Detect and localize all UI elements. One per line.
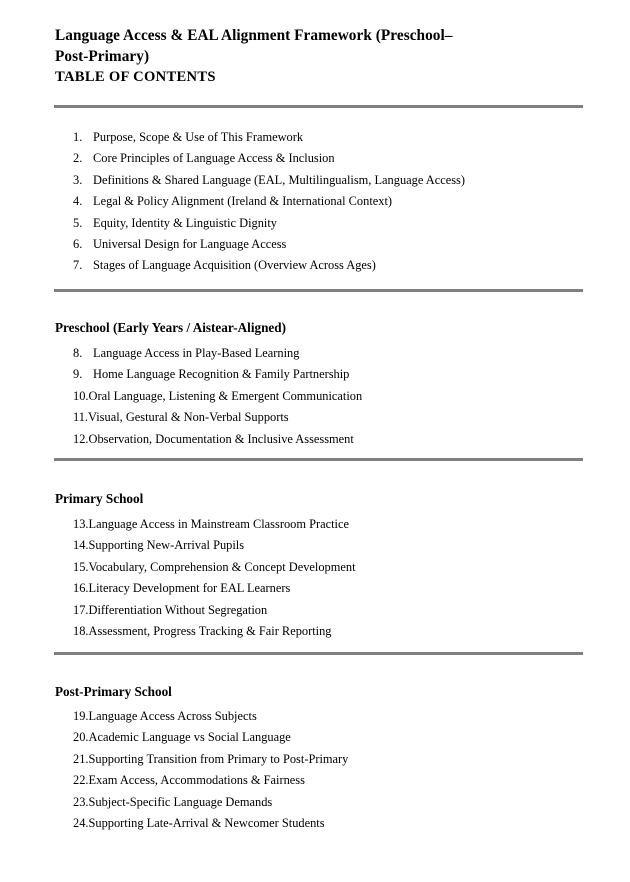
toc-entry-number: 15. (73, 559, 89, 574)
toc-entry[interactable] (73, 127, 593, 148)
toc-list-introduction (73, 127, 593, 277)
toc-entry[interactable] (73, 770, 593, 791)
toc-entry-number: 23. (73, 794, 89, 809)
toc-entry-number: 7. (73, 258, 83, 273)
toc-entry-label: Differentiation Without Segregation (88, 602, 268, 617)
toc-entry[interactable] (73, 429, 593, 450)
toc-entry-label: Literacy Development for EAL Learners (88, 581, 291, 596)
toc-entry[interactable] (73, 148, 593, 169)
toc-entry[interactable] (73, 813, 593, 834)
toc-entry[interactable] (73, 364, 593, 385)
toc-entry-number: 3. (73, 172, 83, 187)
section-heading-primary-school: Primary School (55, 491, 144, 506)
toc-entry-label: Oral Language, Listening & Emergent Communication (88, 388, 363, 403)
toc-entry-label: Assessment, Progress Tracking & Fair Reporting (88, 623, 332, 638)
divider-rule-3 (54, 458, 583, 461)
document-title (55, 26, 585, 88)
toc-entry-number: 14. (73, 538, 89, 553)
toc-entry-number: 11. (73, 410, 89, 425)
toc-entry-number: 4. (73, 194, 83, 209)
toc-entry[interactable] (73, 386, 593, 407)
toc-entry-label: Language Access in Mainstream Classroom Practice (88, 517, 349, 531)
toc-entry[interactable] (73, 170, 593, 191)
toc-entry-label: Supporting New-Arrival Pupils (88, 538, 245, 553)
section-heading-preschool: Preschool (Early Years / Aistear-Aligned) (55, 320, 286, 335)
toc-entry-number: 10. (73, 388, 89, 403)
toc-entry[interactable] (73, 535, 593, 556)
toc-entry-label: Supporting Transition from Primary to Post-Primary (88, 751, 349, 766)
toc-entry-label: Subject-Specific Language Demands (88, 794, 273, 809)
toc-entry-label: Language Access Across Subjects (88, 709, 257, 723)
toc-entry-number: 18. (73, 623, 89, 638)
toc-entry-label: Supporting Late-Arrival & Newcomer Students (88, 815, 325, 830)
toc-entry-number: 5. (73, 215, 83, 230)
divider-rule-2 (54, 289, 583, 292)
toc-entry-label: Purpose, Scope & Use of This Framework (93, 130, 304, 144)
toc-list-primary-school (73, 514, 593, 642)
toc-entry-label: Exam Access, Accommodations & Fairness (88, 773, 305, 788)
toc-entry-number: 19. (73, 709, 89, 723)
divider-rule-1 (54, 105, 583, 108)
toc-entry-label: Vocabulary, Comprehension & Concept Development (88, 559, 356, 574)
toc-entry-number: 1. (73, 130, 83, 144)
toc-entry-label: Legal & Policy Alignment (Ireland & International Context) (93, 194, 393, 209)
toc-entry-number: 16. (73, 581, 89, 596)
toc-entry-label: Language Access in Play-Based Learning (93, 346, 300, 360)
toc-entry[interactable] (73, 749, 593, 770)
toc-entry[interactable] (73, 621, 593, 642)
toc-entry-label: Universal Design for Language Access (93, 236, 287, 251)
toc-entry[interactable] (73, 255, 593, 276)
toc-entry-number: 2. (73, 151, 83, 166)
toc-entry-number: 8. (73, 346, 83, 360)
toc-entry-label: Academic Language vs Social Language (88, 730, 291, 745)
toc-entry-label: Home Language Recognition & Family Partnership (93, 367, 350, 382)
toc-entry[interactable] (73, 234, 593, 255)
toc-entry[interactable] (73, 407, 593, 428)
toc-entry[interactable] (73, 578, 593, 599)
toc-list-preschool (73, 343, 593, 450)
toc-entry[interactable] (73, 727, 593, 748)
toc-entry-number: 9. (73, 367, 83, 382)
divider-rule-4 (54, 652, 583, 655)
toc-entry-label: Definitions & Shared Language (EAL, Multilingualism, Language Access) (93, 172, 465, 187)
toc-entry-number: 17. (73, 602, 89, 617)
toc-entry[interactable] (73, 343, 593, 364)
toc-entry-label: Core Principles of Language Access & Inclusion (93, 151, 335, 166)
toc-entry[interactable] (73, 213, 593, 234)
toc-entry-number: 6. (73, 236, 83, 251)
toc-list-post-primary-school (73, 706, 593, 834)
toc-entry-label: Visual, Gestural & Non-Verbal Supports (88, 410, 289, 425)
toc-entry[interactable] (73, 600, 593, 621)
toc-entry[interactable] (73, 706, 593, 727)
toc-entry-number: 13. (73, 517, 89, 531)
table-of-contents-heading: TABLE OF CONTENTS (55, 69, 216, 85)
toc-entry[interactable] (73, 191, 593, 212)
toc-entry[interactable] (73, 514, 593, 535)
toc-entry[interactable] (73, 792, 593, 813)
section-heading-post-primary-school: Post-Primary School (55, 684, 172, 699)
toc-entry[interactable] (73, 557, 593, 578)
toc-entry-label: Observation, Documentation & Inclusive Assessment (88, 431, 354, 446)
title-line-1: Language Access & EAL Alignment Framework (Preschool– (55, 27, 453, 44)
toc-entry-number: 20. (73, 730, 89, 745)
toc-entry-label: Stages of Language Acquisition (Overview Across Ages) (93, 258, 376, 273)
toc-entry-number: 24. (73, 815, 89, 830)
toc-entry-number: 12. (73, 431, 89, 446)
toc-entry-label: Equity, Identity & Linguistic Dignity (93, 215, 278, 230)
toc-entry-number: 21. (73, 751, 89, 766)
toc-entry-number: 22. (73, 773, 89, 788)
title-line-2: Post-Primary) (55, 47, 150, 65)
